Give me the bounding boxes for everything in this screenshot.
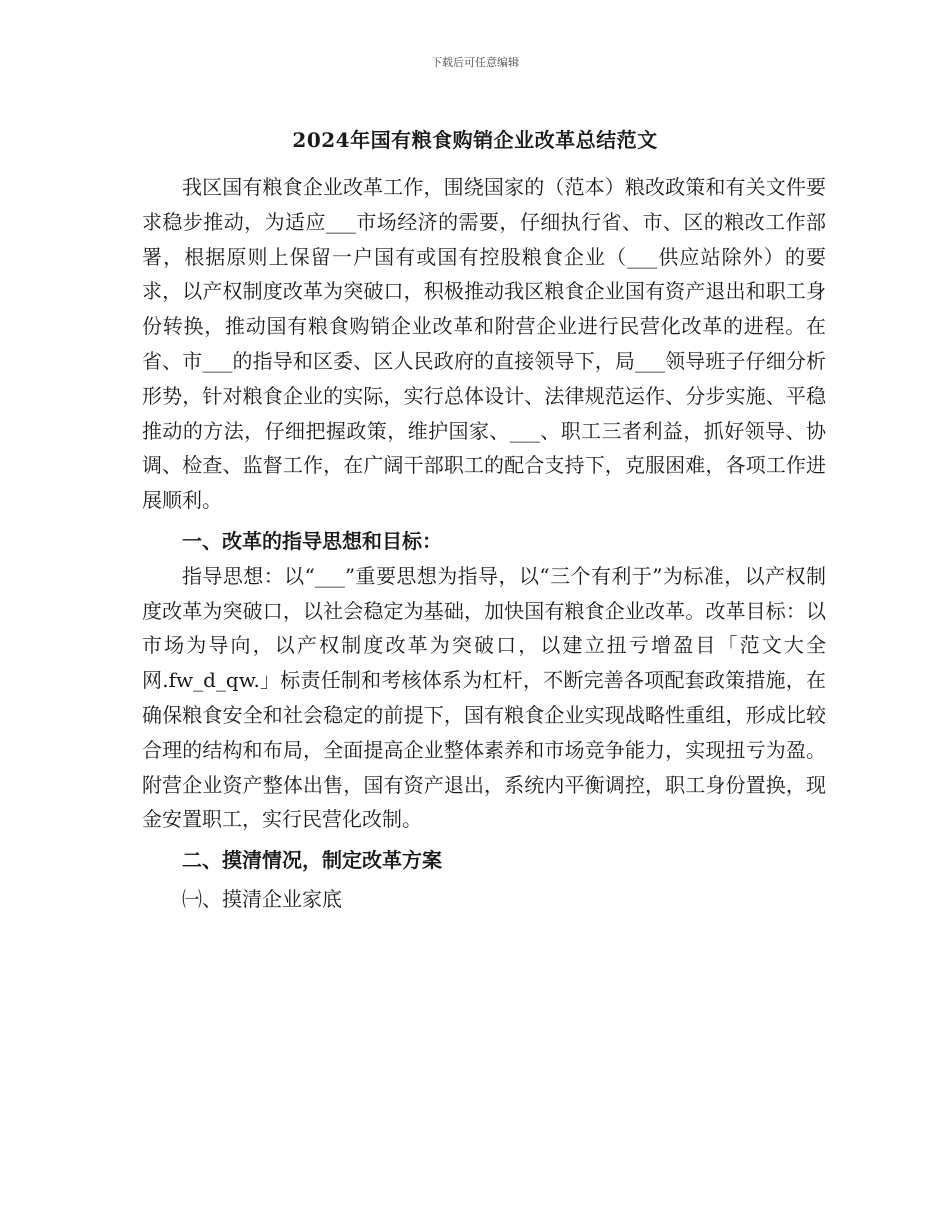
header-note: 下载后可任意编辑 — [431, 56, 519, 69]
document-body — [142, 170, 826, 917]
subsection-heading-1: ㈠、摸清企业家底 — [182, 886, 342, 911]
section-heading-1: 一、改革的指导思想和目标： — [182, 528, 442, 553]
section-heading-2: 二、摸清情况，制定改革方案 — [182, 848, 442, 873]
paragraph-intro: 我区国有粮食企业改革工作，围绕国家的（范本）粮改政策和有关文件要求稳步推动，为适应___市场经济的需要，仔细执行省、市、区的粮改工作部署，根据原则上保留一户国有或国有控股粮食企业（___供应站除外）的要求，以产权制度改革为突破口，积极推动我区粮食企业国有资产退出和职工身份转换，推动国有粮食购销企业改革和附营企业进行民营化改革的进程。在省、市___的指导和区委、区人民政府的直接领导下，局___领导班子仔细分析形势，针对粮食企业的实际，实行总体设计、法律规范运作、分步实施、平稳推动的方法，仔细把握政策，维护国家、___、职工三者利益，抓好领导、协调、检查、监督工作，在广阔干部职工的配合支持下，克服困难，各项工作进展顺利。 — [142, 175, 826, 513]
document-title: 2024年国有粮食购销企业改革总结范文 — [292, 128, 658, 152]
paragraph-guiding: 指导思想：以“___”重要思想为指导，以“三个有利于”为标准，以产权制度改革为突破口，以社会稳定为基础，加快国有粮食企业改革。改革目标：以市场为导向，以产权制度改革为突破口，以建立扭亏增盈目「范文大全网.fw_d_qw.」标责任制和考核体系为杠杆，不断完善各项配套政策措施，在确保粮食安全和社会稳定的前提下，国有粮食企业实现战略性重组，形成比较合理的结构和布局，全面提高企业整体素养和市场竞争能力，实现扭亏为盈。附营企业资产整体出售，国有资产退出，系统内平衡调控，职工身份置换，现金安置职工，实行民营化改制。 — [142, 563, 826, 832]
